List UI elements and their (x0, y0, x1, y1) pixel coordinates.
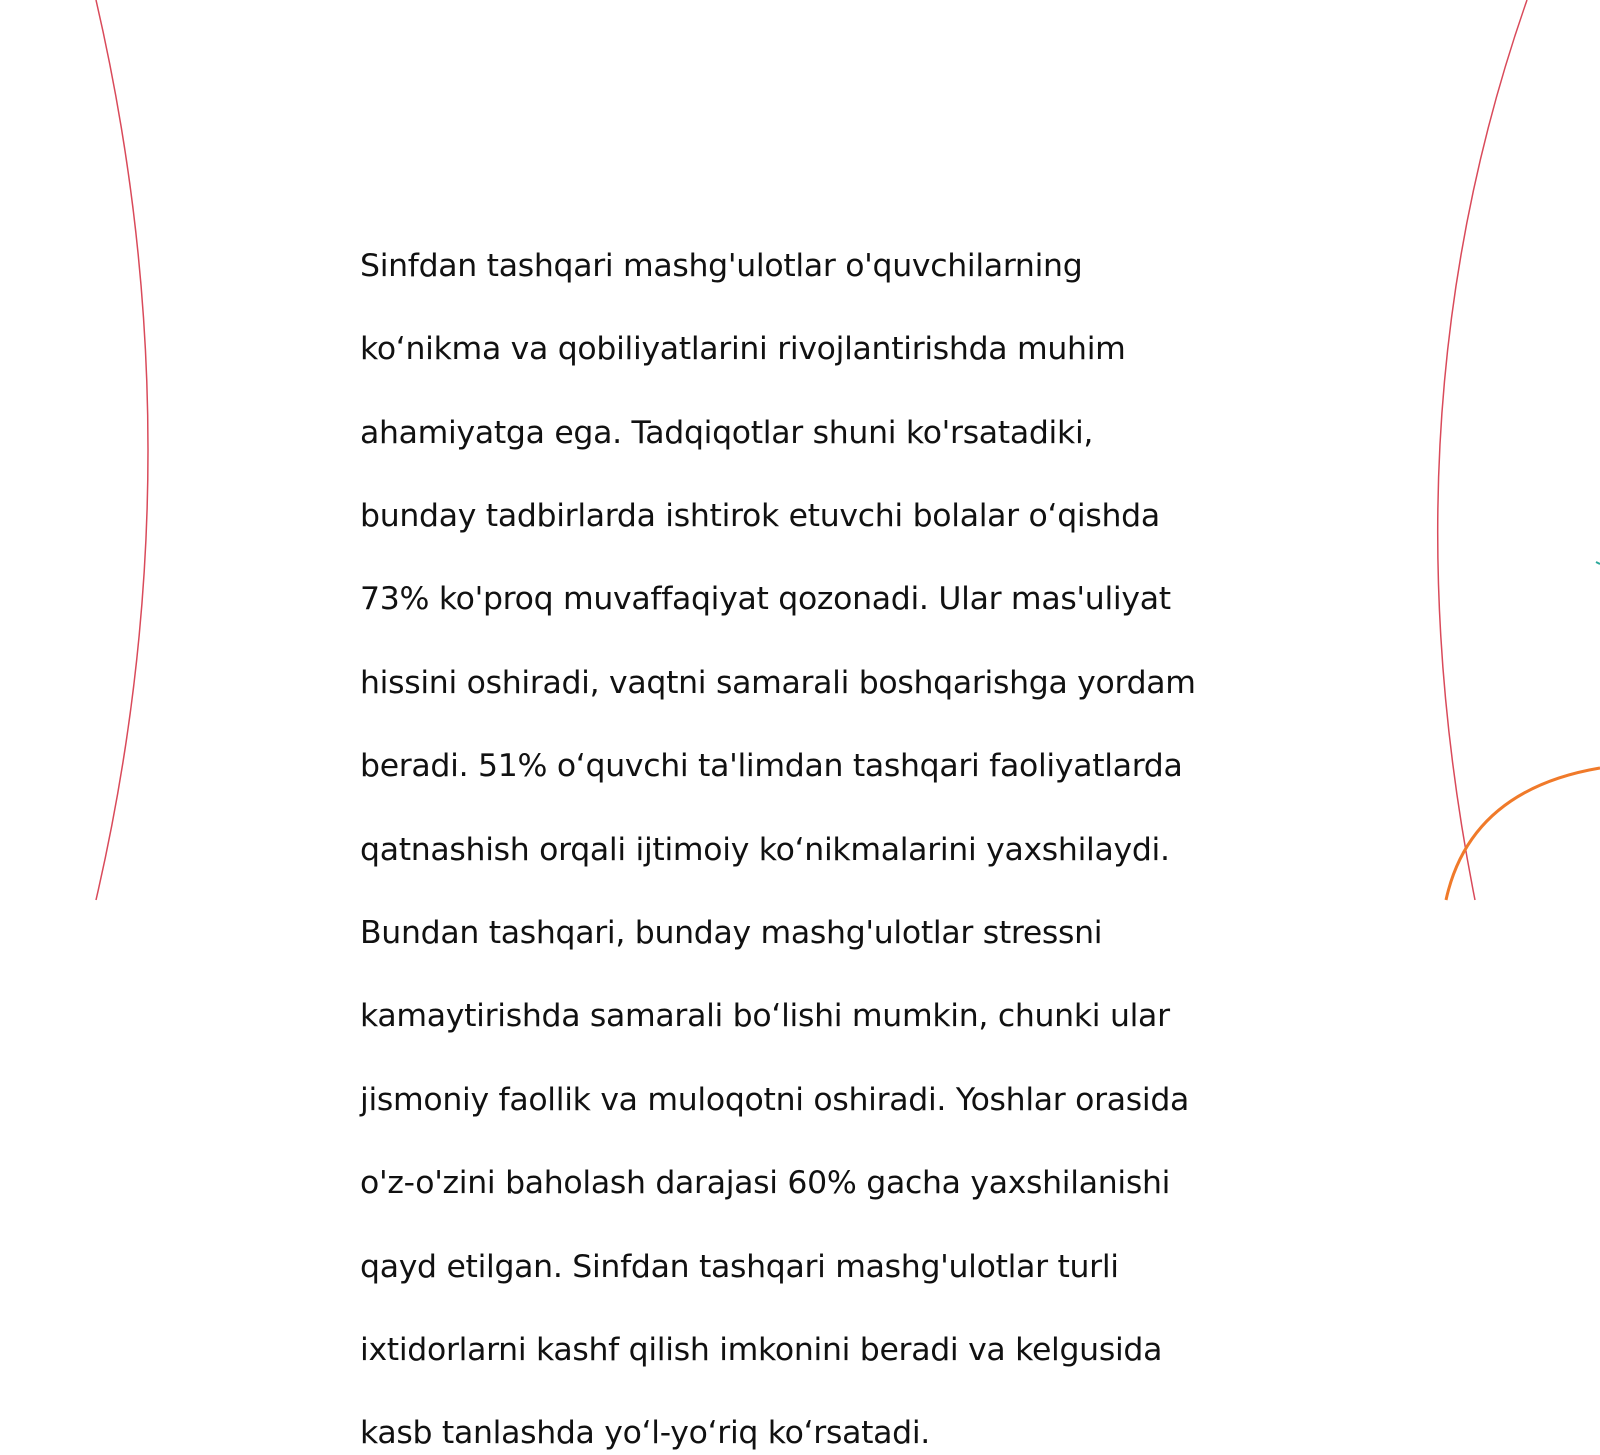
body-line: o'z-o'zini baholash darajasi 60% gacha yaxshilanishi (360, 1165, 1171, 1202)
body-line: qatnashish orqali ijtimoiy ko‘nikmalarini yaxshilaydi. (360, 831, 1170, 868)
body-line: qayd etilgan. Sinfdan tashqari mashg'ulotlar turli (360, 1248, 1119, 1285)
body-line: kasb tanlashda yo‘l-yo‘riq ko‘rsatadi. (360, 1415, 930, 1452)
body-line: ahamiyatga ega. Tadqiqotlar shuni ko'rsatadiki, (360, 414, 1094, 451)
right-curve (1438, 0, 1527, 900)
body-line: beradi. 51% o‘quvchi ta'limdan tashqari faoliyatlarda (360, 748, 1183, 785)
body-line: hissini oshiradi, vaqtni samarali boshqarishga yordam (360, 664, 1196, 701)
body-line: 73% ko'proq muvaffaqiyat qozonadi. Ular mas'uliyat (360, 581, 1171, 618)
body-text (360, 204, 1260, 1455)
orange-arc (1446, 768, 1600, 900)
body-line: jismoniy faollik va muloqotni oshiradi. Yoshlar orasida (360, 1081, 1190, 1118)
body-line: Bundan tashqari, bunday mashg'ulotlar stressni (360, 914, 1103, 951)
body-line: bunday tadbirlarda ishtirok etuvchi bolalar o‘qishda (360, 497, 1160, 534)
body-line: kamaytirishda samarali bo‘lishi mumkin, chunki ular (360, 998, 1170, 1035)
teal-accent (1596, 562, 1600, 564)
left-curve (96, 0, 148, 900)
body-line: ko‘nikma va qobiliyatlarini rivojlantirishda muhim (360, 331, 1126, 368)
body-line: ixtidorlarni kashf qilish imkonini beradi va kelgusida (360, 1331, 1163, 1368)
body-line: Sinfdan tashqari mashg'ulotlar o'quvchilarning (360, 247, 1083, 284)
